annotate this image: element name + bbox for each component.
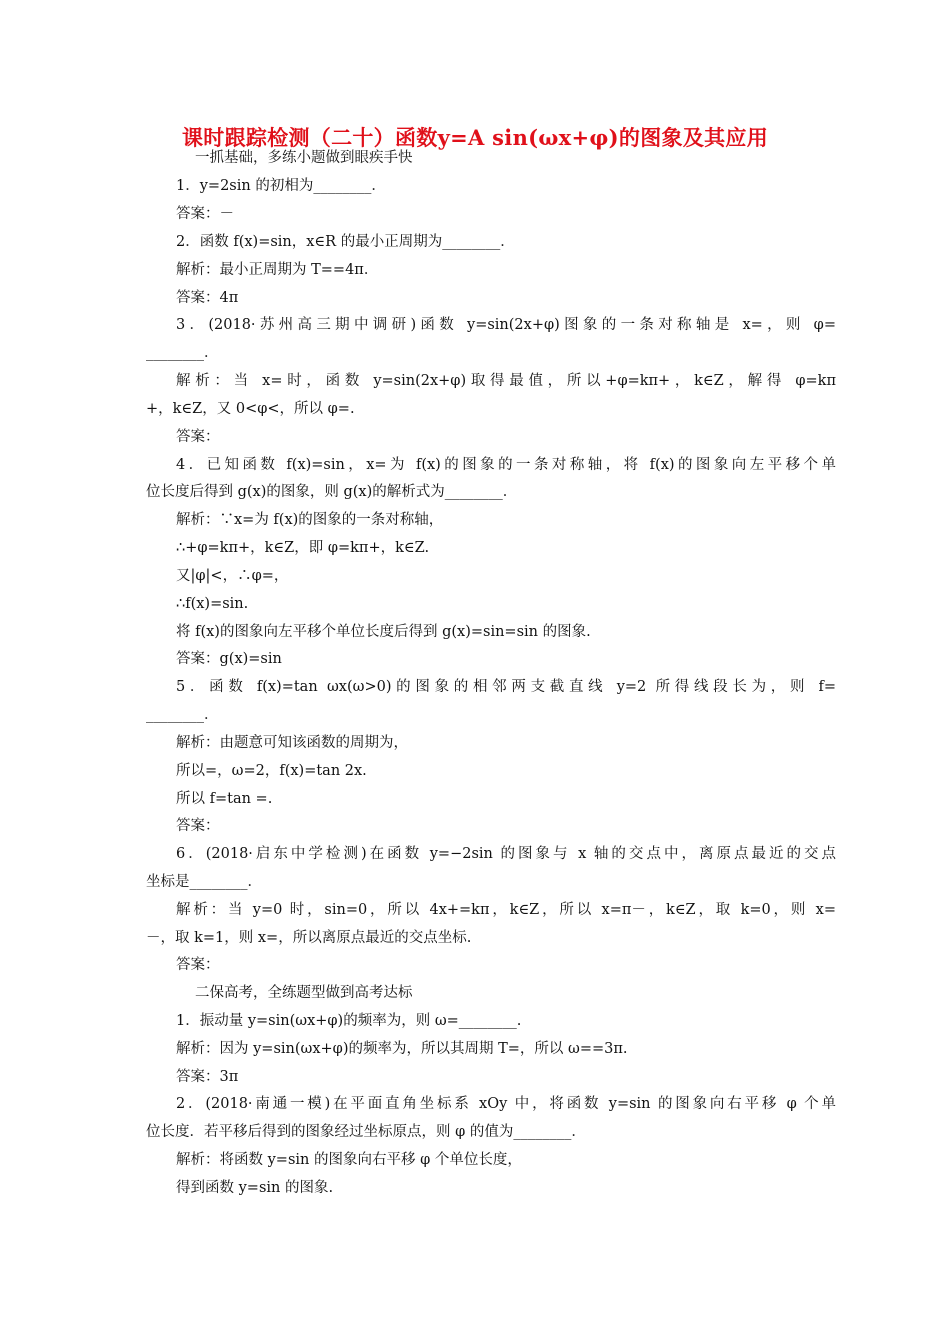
text-line: 2．(2018·南通一模)在平面直角坐标系 xOy 中，将函数 y=sin 的图象向右平移 φ 个单 <box>176 1096 836 1112</box>
text-line: 答案： <box>176 429 220 445</box>
text-line: 解析：当 x=时，函数 y=sin(2x+φ)取得最值，所以+φ=kπ+，k∈Z，解得 φ=kπ <box>176 373 836 389</box>
page-title: 课时跟踪检测（二十）函数y=A sin(ωx+φ)的图象及其应用 <box>181 125 769 150</box>
text-line: 解析：将函数 y=sin 的图象向右平移 φ 个单位长度， <box>176 1152 522 1168</box>
text-line: 所以=，ω=2，f(x)=tan 2x. <box>176 763 367 779</box>
text-line: 位长度后得到 g(x)的图象，则 g(x)的解析式为________． <box>146 484 518 500</box>
text-line: 1．振动量 y=sin(ωx+φ)的频率为，则 ω=________. <box>176 1013 522 1029</box>
text-line: 答案：3π <box>176 1069 239 1085</box>
text-line: 答案：g(x)=sin <box>176 651 282 667</box>
text-line: 6．(2018·启东中学检测)在函数 y=−2sin 的图象与 x 轴的交点中，离原点最近的交点 <box>176 846 836 862</box>
text-line: 解析：∵x=为 f(x)的图象的一条对称轴， <box>176 512 444 528</box>
text-line: 解析：因为 y=sin(ωx+φ)的频率为，所以其周期 T=，所以 ω==3π. <box>176 1041 628 1057</box>
text-line: ∴f(x)=sin. <box>176 596 249 612</box>
text-line: ∴+φ=kπ+，k∈Z，即 φ=kπ+，k∈Z. <box>176 540 430 556</box>
text-line: 答案： <box>176 818 220 834</box>
text-line: 又|φ|<，∴φ=， <box>176 568 289 584</box>
text-line: 5．函数 f(x)=tan ωx(ω>0)的图象的相邻两支截直线 y=2 所得线段长为，则 f= <box>176 679 836 695</box>
text-line: 答案：－ <box>176 206 234 222</box>
text-line: ________． <box>146 345 219 361</box>
text-line: 解析：由题意可知该函数的周期为， <box>176 735 408 751</box>
text-line: －，取 k=1，则 x=，所以离原点最近的交点坐标. <box>146 930 472 946</box>
text-line: 4．已知函数 f(x)=sin，x=为 f(x)的图象的一条对称轴，将 f(x)的图象向左平移个单 <box>176 457 836 473</box>
text-line: 3．(2018·苏州高三期中调研)函数 y=sin(2x+φ)图象的一条对称轴是 x=，则 φ= <box>176 317 836 333</box>
text-line: 1．y=2sin 的初相为________． <box>176 178 386 194</box>
text-line: 得到函数 y=sin 的图象. <box>176 1180 334 1196</box>
text-line: 答案：4π <box>176 290 239 306</box>
text-line: 一抓基础，多练小题做到眼疾手快 <box>195 150 413 166</box>
text-line: 将 f(x)的图象向左平移个单位长度后得到 g(x)=sin=sin 的图象. <box>176 624 591 640</box>
text-line: 解析：当 y=0 时，sin=0，所以 4x+=kπ，k∈Z，所以 x=π－，k∈Z，取 k=0，则 x= <box>176 902 836 918</box>
text-line: 位长度．若平移后得到的图象经过坐标原点，则 φ 的值为________． <box>146 1124 586 1140</box>
text-line: 二保高考，全练题型做到高考达标 <box>195 985 413 1001</box>
text-line: 所以 f=tan =. <box>176 791 273 807</box>
text-line: 坐标是________． <box>146 874 262 890</box>
text-line: 2．函数 f(x)=sin，x∈R 的最小正周期为________． <box>176 234 515 250</box>
text-line: 解析：最小正周期为 T==4π． <box>176 262 379 278</box>
text-line: +，k∈Z，又 0<φ<，所以 φ=. <box>146 401 355 417</box>
text-line: ________． <box>146 707 219 723</box>
text-line: 答案： <box>176 957 220 973</box>
